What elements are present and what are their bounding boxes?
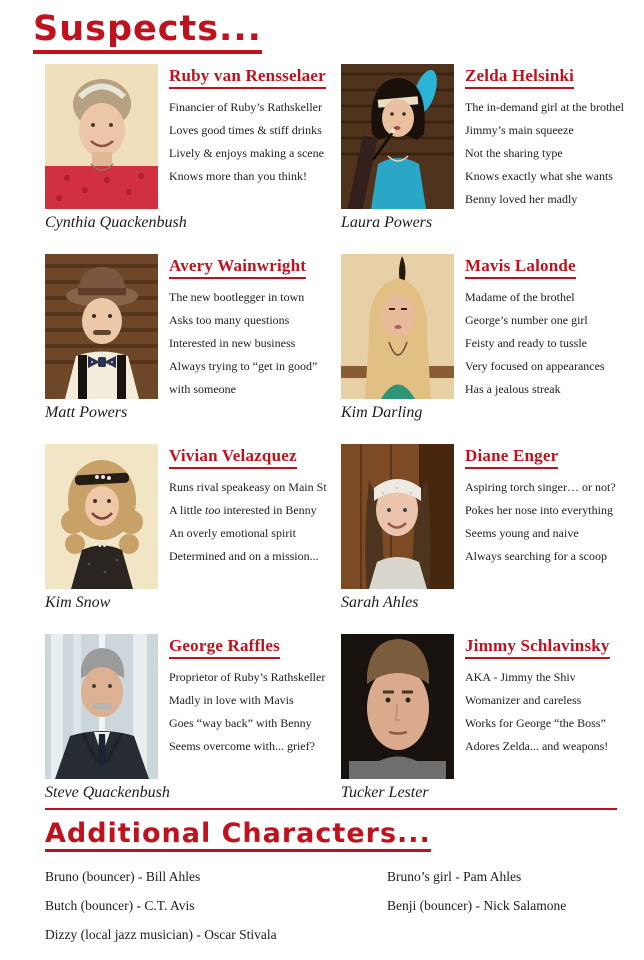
actor-name: Tucker Lester xyxy=(341,784,429,801)
trait-line-emphasis: too xyxy=(205,503,221,517)
character-name: Diane Enger xyxy=(465,446,558,469)
suspect-photo-diane xyxy=(341,444,454,589)
actor-name: Sarah Ahles xyxy=(341,594,419,611)
trait-line: Has a jealous streak xyxy=(465,382,561,396)
additional-character: Bruno’s girl - Pam Ahles xyxy=(387,869,522,884)
trait-line: Madly in love with Mavis xyxy=(169,693,294,707)
trait-line: Pokes her nose into everything xyxy=(465,503,613,517)
portrait-illustration xyxy=(45,64,158,209)
suspect-photo-ruby xyxy=(45,64,158,209)
trait-line: Seems young and naive xyxy=(465,526,579,540)
suspect-photo-george xyxy=(45,634,158,779)
portrait-illustration xyxy=(45,444,158,589)
trait-line: Aspiring torch singer… or not? xyxy=(465,480,616,494)
trait-line: An overly emotional spirit xyxy=(169,526,296,540)
trait-line: Madame of the brothel xyxy=(465,290,575,304)
suspect-card-vivian xyxy=(45,444,341,612)
additional-characters-title: Additional Characters... xyxy=(45,820,431,852)
trait-line: Feisty and ready to tussle xyxy=(465,336,587,350)
character-name: Jimmy Schlavinsky xyxy=(465,636,610,659)
trait-line: Lively & enjoys making a scene xyxy=(169,146,324,160)
trait-line: George’s number one girl xyxy=(465,313,588,327)
trait-line: Determined and on a mission... xyxy=(169,549,319,563)
actor-name: Steve Quackenbush xyxy=(45,784,170,801)
suspects-grid xyxy=(45,64,644,802)
character-name: Avery Wainwright xyxy=(169,256,306,279)
additional-character: Bruno (bouncer) - Bill Ahles xyxy=(45,869,201,884)
trait-line: Adores Zelda... and weapons! xyxy=(465,739,609,753)
additional-character: Butch (bouncer) - C.T. Avis xyxy=(45,898,195,913)
additional-characters-list xyxy=(45,862,644,949)
additional-character: Dizzy (local jazz musician) - Oscar Stivala xyxy=(45,927,277,942)
character-name: Zelda Helsinki xyxy=(465,66,574,89)
page-title: Suspects... xyxy=(33,12,262,54)
actor-name: Laura Powers xyxy=(341,214,433,231)
suspect-card-avery xyxy=(45,254,341,422)
character-name: Vivian Velazquez xyxy=(169,446,297,469)
trait-line: Loves good times & stiff drinks xyxy=(169,123,322,137)
character-name: Ruby van Rensselaer xyxy=(169,66,326,89)
trait-line: Benny loved her madly xyxy=(465,192,578,206)
portrait-illustration xyxy=(341,254,454,399)
trait-line: Asks too many questions xyxy=(169,313,290,327)
suspect-photo-zelda xyxy=(341,64,454,209)
suspect-photo-mavis xyxy=(341,254,454,399)
trait-line: Proprietor of Ruby’s Rathskeller xyxy=(169,670,326,684)
suspect-photo-vivian xyxy=(45,444,158,589)
portrait-illustration xyxy=(341,64,454,209)
character-name: Mavis Lalonde xyxy=(465,256,576,279)
trait-line: Not the sharing type xyxy=(465,146,563,160)
suspect-card-diane xyxy=(341,444,641,612)
trait-line-segment: A little xyxy=(169,503,205,517)
trait-line: Womanizer and careless xyxy=(465,693,582,707)
actor-name: Cynthia Quackenbush xyxy=(45,214,187,231)
actor-name: Matt Powers xyxy=(45,404,128,421)
portrait-illustration xyxy=(45,254,158,399)
suspect-card-zelda xyxy=(341,64,641,232)
trait-line: Always trying to “get in good” xyxy=(169,359,318,373)
actor-name: Kim Snow xyxy=(45,594,111,611)
trait-line: Knows more than you think! xyxy=(169,169,307,183)
trait-line: Runs rival speakeasy on Main St xyxy=(169,480,327,494)
trait-line: The new bootlegger in town xyxy=(169,290,305,304)
portrait-illustration xyxy=(45,634,158,779)
portrait-illustration xyxy=(341,634,454,779)
trait-line: with someone xyxy=(169,382,236,396)
suspect-card-jimmy xyxy=(341,634,641,802)
suspect-card-george xyxy=(45,634,341,802)
suspect-card-ruby xyxy=(45,64,341,232)
character-name: George Raffles xyxy=(169,636,280,659)
portrait-illustration xyxy=(341,444,454,589)
trait-line: Seems overcome with... grief? xyxy=(169,739,315,753)
trait-line: Jimmy’s main squeeze xyxy=(465,123,574,137)
trait-line: Goes “way back” with Benny xyxy=(169,716,312,730)
trait-line: Very focused on appearances xyxy=(465,359,605,373)
trait-line xyxy=(169,499,327,522)
trait-line: AKA - Jimmy the Shiv xyxy=(465,670,576,684)
actor-name: Kim Darling xyxy=(341,404,423,421)
trait-line: Always searching for a scoop xyxy=(465,549,607,563)
trait-line: Works for George “the Boss” xyxy=(465,716,606,730)
suspect-photo-avery xyxy=(45,254,158,399)
suspect-card-mavis xyxy=(341,254,641,422)
trait-line-segment: interested in Benny xyxy=(220,503,317,517)
additional-character: Benji (bouncer) - Nick Salamone xyxy=(387,898,567,913)
section-divider xyxy=(45,808,617,810)
suspect-photo-jimmy xyxy=(341,634,454,779)
trait-line: Financier of Ruby’s Rathskeller xyxy=(169,100,322,114)
additional-character-empty xyxy=(387,920,644,949)
trait-line: Knows exactly what she wants xyxy=(465,169,613,183)
trait-line: The in-demand girl at the brothel xyxy=(465,100,624,114)
trait-line: Interested in new business xyxy=(169,336,296,350)
